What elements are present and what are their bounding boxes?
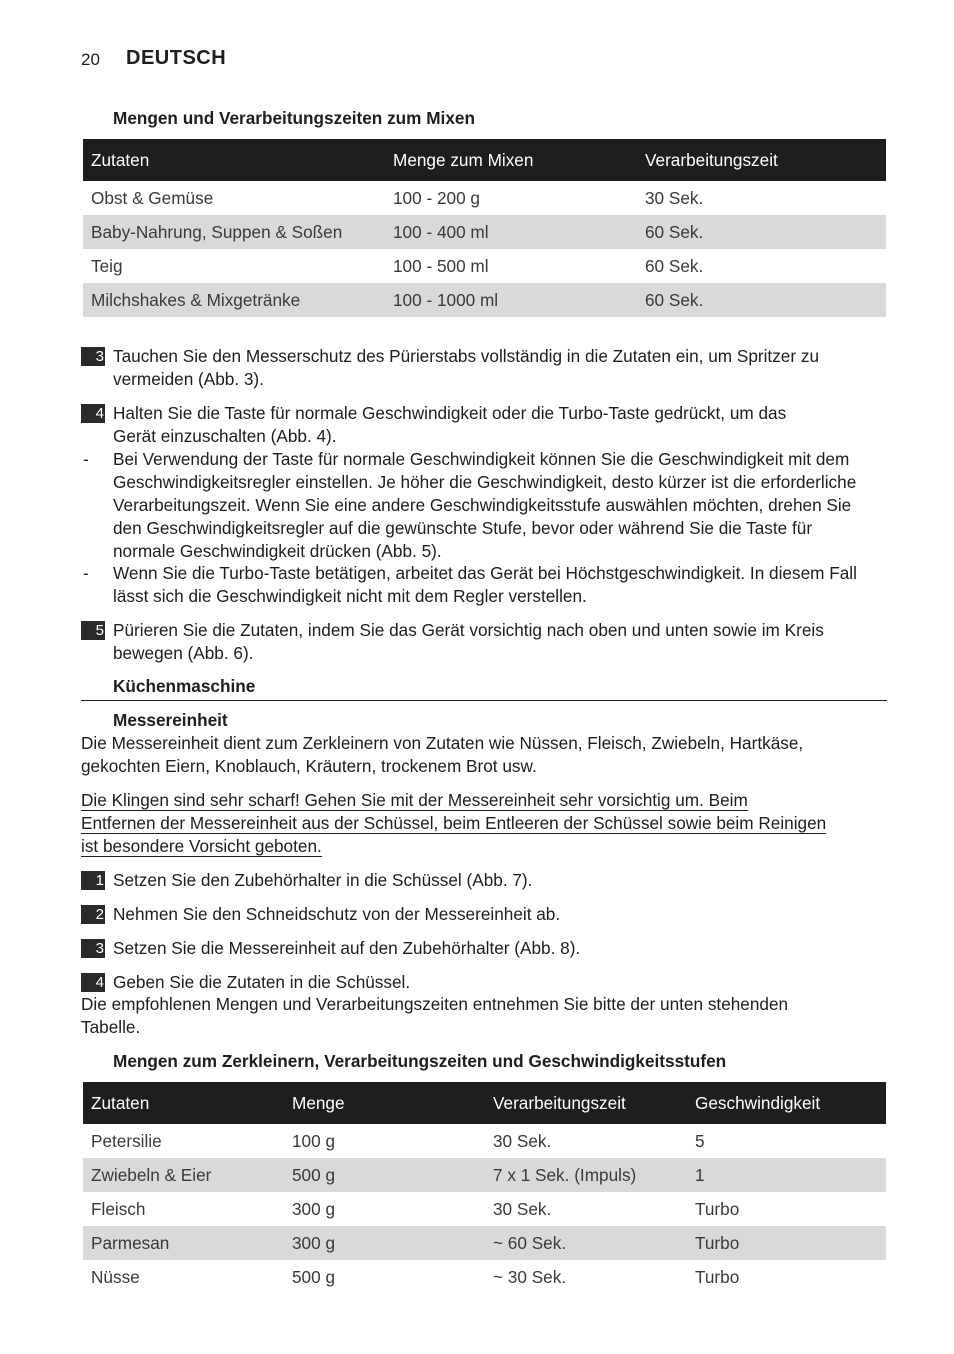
column-header: Zutaten	[83, 139, 385, 181]
step-text: Setzen Sie den Zubehörhalter in die Schüssel (Abb. 7).	[113, 870, 533, 890]
step-item	[81, 619, 887, 665]
table-cell: 7 x 1 Sek. (Impuls)	[485, 1158, 687, 1192]
column-header: Geschwindigkeit	[687, 1082, 886, 1124]
table-row	[83, 1192, 886, 1226]
intro-paragraph	[81, 732, 887, 778]
section-title: Küchenmaschine	[113, 676, 256, 696]
table-cell: 100 - 500 ml	[393, 255, 489, 276]
mix-table-title: Mengen und Verarbeitungszeiten zum Mixen	[113, 108, 475, 128]
step-number: 4	[81, 973, 105, 992]
table-cell: Turbo	[695, 1198, 740, 1219]
table-cell: 100 g	[292, 1130, 336, 1151]
column-header: Verarbeitungszeit	[485, 1082, 687, 1124]
step-text-line: bewegen (Abb. 6).	[113, 643, 254, 663]
chop-table-title: Mengen zum Zerkleinern, Verarbeitungszeiten und Geschwindigkeitsstufen	[113, 1051, 727, 1071]
column-header: Zutaten	[83, 1082, 284, 1124]
table-cell: 60 Sek.	[637, 283, 886, 317]
bullet-text-line: Verarbeitungszeit. Wenn Sie eine andere Geschwindigkeitsstufe auswählen möchten, drehen Sie	[113, 495, 852, 515]
step-number: 2	[81, 905, 105, 924]
bullet-text-line: Wenn Sie die Turbo-Taste betätigen, arbeitet das Gerät bei Höchstgeschwindigkeit. In diesem Fall	[113, 563, 857, 583]
step-number: 3	[81, 347, 105, 366]
table-cell: Petersilie	[91, 1130, 162, 1151]
bullet-item	[81, 448, 887, 563]
step-text: Setzen Sie die Messereinheit auf den Zubehörhalter (Abb. 8).	[113, 938, 581, 958]
table-cell: Turbo	[687, 1226, 886, 1260]
step-text-line: vermeiden (Abb. 3).	[113, 369, 264, 389]
mix-table	[83, 139, 886, 317]
table-cell: Baby-Nahrung, Suppen & Soßen	[83, 215, 385, 249]
step-text-line: Pürieren Sie die Zutaten, indem Sie das Gerät vorsichtig nach oben und unten sowie im Kreis	[113, 620, 824, 640]
table-cell: 100 - 400 ml	[385, 215, 637, 249]
step-number: 1	[81, 871, 105, 890]
bullet-dash: -	[83, 449, 89, 469]
table-cell: ~ 60 Sek.	[485, 1226, 687, 1260]
table-cell: Nüsse	[91, 1266, 140, 1287]
step-number: 5	[81, 621, 105, 640]
table-cell: 60 Sek.	[637, 215, 886, 249]
step-item	[81, 903, 887, 926]
table-row	[83, 249, 886, 283]
warning-paragraph	[81, 789, 891, 858]
table-cell: 100 - 200 g	[393, 187, 480, 208]
table-header-row	[83, 1082, 886, 1124]
column-header: Verarbeitungszeit	[637, 139, 886, 181]
step-text: Nehmen Sie den Schneidschutz von der Messereinheit ab.	[113, 904, 561, 924]
paragraph-line: Die empfohlenen Mengen und Verarbeitungszeiten entnehmen Sie bitte der unten stehenden	[81, 994, 789, 1014]
language-heading: DEUTSCH	[126, 47, 227, 69]
section-divider	[81, 700, 887, 701]
table-cell: Teig	[91, 255, 123, 276]
table-cell: 500 g	[284, 1158, 485, 1192]
table-row	[83, 1124, 886, 1158]
column-header: Menge zum Mixen	[385, 139, 637, 181]
table-cell: Milchshakes & Mixgetränke	[83, 283, 385, 317]
warning-line: Entfernen der Messereinheit aus der Schüssel, beim Entleeren der Schüssel sowie beim Reinigen	[81, 813, 827, 833]
table-row	[83, 1158, 886, 1192]
table-row	[83, 283, 886, 317]
bullet-item	[81, 562, 887, 608]
table-cell: 60 Sek.	[645, 255, 704, 276]
table-cell: 100 - 1000 ml	[385, 283, 637, 317]
bullet-text-line: Geschwindigkeitsregler einstellen. Je höher die Geschwindigkeit, desto kürzer ist die erforderliche	[113, 472, 857, 492]
column-header: Menge	[284, 1082, 485, 1124]
table-cell: Zwiebeln & Eier	[83, 1158, 284, 1192]
step-item	[81, 345, 887, 391]
step-item	[81, 402, 887, 448]
after-steps-paragraph	[81, 993, 887, 1039]
step-item	[81, 937, 887, 960]
table-cell: Turbo	[695, 1266, 740, 1287]
table-row	[83, 215, 886, 249]
step-text: Geben Sie die Zutaten in die Schüssel.	[113, 972, 411, 992]
table-cell: 500 g	[292, 1266, 336, 1287]
step-number: 4	[81, 404, 105, 423]
step-text-line: Halten Sie die Taste für normale Geschwindigkeit oder die Turbo-Taste gedrückt, um das	[113, 403, 787, 423]
table-cell: 300 g	[292, 1198, 336, 1219]
bullet-text-line: normale Geschwindigkeit drücken (Abb. 5).	[113, 541, 442, 561]
paragraph-line: gekochten Eiern, Knoblauch, Kräutern, trockenem Brot usw.	[81, 756, 537, 776]
table-row	[83, 1226, 886, 1260]
step-text-line: Tauchen Sie den Messerschutz des Pürierstabs vollständig in die Zutaten ein, um Spritzer zu	[113, 346, 820, 366]
chop-table	[83, 1082, 886, 1294]
table-cell: 5	[695, 1130, 705, 1151]
paragraph-line: Tabelle.	[81, 1017, 141, 1037]
warning-line: Die Klingen sind sehr scharf! Gehen Sie mit der Messereinheit sehr vorsichtig um. Beim	[81, 790, 748, 810]
table-cell: 300 g	[284, 1226, 485, 1260]
bullet-text-line: Bei Verwendung der Taste für normale Geschwindigkeit können Sie die Geschwindigkeit mit dem	[113, 449, 850, 469]
subsection-title: Messereinheit	[113, 710, 228, 730]
bullet-dash: -	[83, 563, 89, 583]
table-cell: 30 Sek.	[493, 1198, 552, 1219]
step-item	[81, 971, 887, 994]
table-cell: 1	[687, 1158, 886, 1192]
bullet-text-line: lässt sich die Geschwindigkeit nicht mit dem Regler verstellen.	[113, 586, 587, 606]
table-row	[83, 181, 886, 215]
bullet-text-line: den Geschwindigkeitsregler auf die gewünschte Stufe, bevor oder während Sie die Taste für	[113, 518, 813, 538]
table-cell: ~ 30 Sek.	[493, 1266, 567, 1287]
table-cell: Obst & Gemüse	[91, 187, 214, 208]
table-cell: 30 Sek.	[645, 187, 704, 208]
table-header-row	[83, 139, 886, 181]
table-row	[83, 1260, 886, 1294]
page-number: 20	[81, 50, 100, 69]
warning-line: ist besondere Vorsicht geboten.	[81, 836, 322, 856]
step-item	[81, 869, 887, 892]
table-cell: 30 Sek.	[493, 1130, 552, 1151]
table-cell: Parmesan	[83, 1226, 284, 1260]
step-text-line: Gerät einzuschalten (Abb. 4).	[113, 426, 337, 446]
table-cell: Fleisch	[91, 1198, 146, 1219]
paragraph-line: Die Messereinheit dient zum Zerkleinern von Zutaten wie Nüssen, Fleisch, Zwiebeln, Hartkäse,	[81, 733, 804, 753]
step-number: 3	[81, 939, 105, 958]
